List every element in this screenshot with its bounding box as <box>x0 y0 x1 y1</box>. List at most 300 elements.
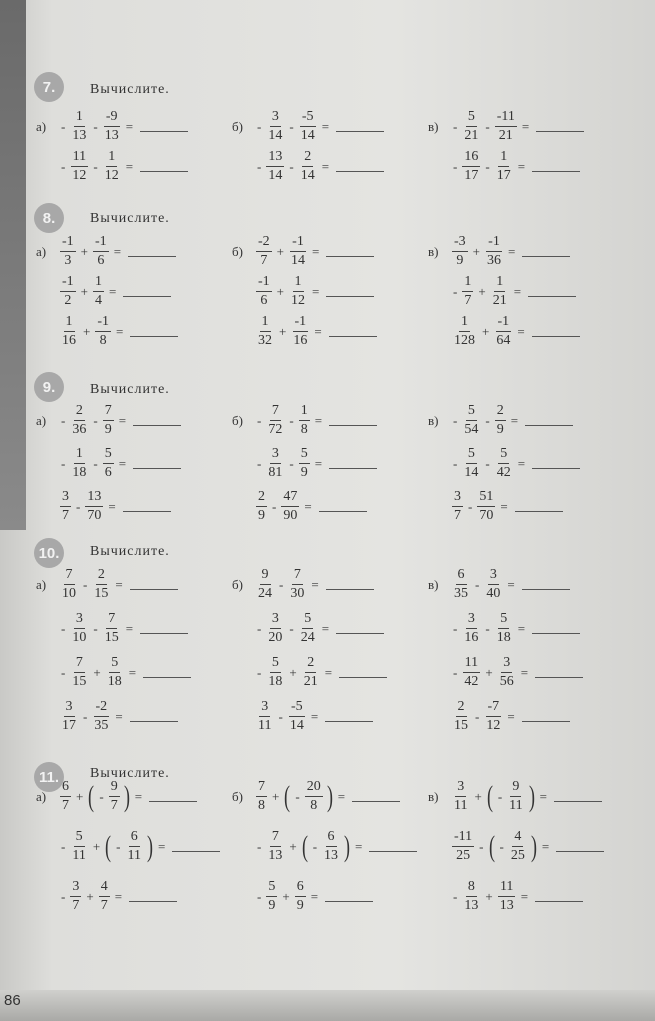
denominator: 42 <box>496 465 511 480</box>
operator: = <box>541 838 550 854</box>
minus-sign: - <box>257 118 262 134</box>
fraction <box>288 700 306 733</box>
fraction <box>70 656 88 689</box>
denominator: 9 <box>300 465 308 480</box>
expression-row <box>36 315 178 348</box>
fraction <box>495 612 513 645</box>
fraction <box>85 490 103 523</box>
exercise-number-badge: 8. <box>34 203 64 233</box>
fraction <box>256 235 272 268</box>
numerator: 3 <box>488 568 499 585</box>
answer-blank[interactable] <box>522 711 570 722</box>
operator: = <box>304 498 312 514</box>
expression-row <box>232 656 387 689</box>
operator: + <box>289 664 297 680</box>
minus-sign: - <box>99 788 104 804</box>
operator: - <box>93 620 98 636</box>
numerator: 2 <box>96 568 107 585</box>
minus-sign: - <box>453 664 458 680</box>
operator: = <box>125 118 134 134</box>
answer-blank[interactable] <box>326 286 374 297</box>
numerator: 3 <box>60 490 71 507</box>
fraction <box>93 275 104 308</box>
fraction <box>305 780 323 813</box>
operator: - <box>83 708 88 724</box>
denominator: 14 <box>268 128 283 143</box>
expression-row <box>36 490 171 523</box>
operator: = <box>114 888 123 904</box>
expression-row <box>428 490 563 523</box>
fraction <box>288 568 306 601</box>
answer-blank[interactable] <box>336 623 384 634</box>
operator: - <box>76 498 81 514</box>
denominator: 4 <box>95 293 103 308</box>
answer-blank[interactable] <box>532 161 580 172</box>
denominator: 36 <box>487 253 502 268</box>
fraction <box>256 780 267 813</box>
minus-sign: - <box>453 158 458 174</box>
numerator: 5 <box>302 612 313 629</box>
answer-blank[interactable] <box>129 891 177 902</box>
fraction <box>495 404 506 437</box>
denominator: 25 <box>510 848 525 863</box>
fraction <box>99 880 110 913</box>
denominator: 14 <box>268 168 283 183</box>
fraction <box>92 700 110 733</box>
fraction <box>484 568 502 601</box>
fraction <box>266 880 277 913</box>
answer-blank[interactable] <box>352 791 400 802</box>
fraction <box>60 275 76 308</box>
exercise-number-badge: 7. <box>34 72 64 102</box>
numerator: 2 <box>305 656 316 673</box>
denominator: 17 <box>496 168 511 183</box>
operator: - <box>93 158 98 174</box>
denominator: 2 <box>64 293 72 308</box>
answer-blank[interactable] <box>326 579 374 590</box>
fraction <box>299 150 317 183</box>
fraction <box>299 447 310 480</box>
numerator: 3 <box>452 490 463 507</box>
minus-sign: - <box>61 455 66 471</box>
numerator: 7 <box>103 404 114 421</box>
expression-row <box>428 612 580 645</box>
fraction <box>93 235 109 268</box>
answer-blank[interactable] <box>329 415 377 426</box>
numerator: -11 <box>495 110 517 127</box>
expression-row <box>428 568 570 601</box>
denominator: 9 <box>268 898 276 913</box>
left-paren: ( <box>284 779 291 813</box>
numerator: 5 <box>498 447 509 464</box>
exercise-number-badge: 10. <box>34 538 64 568</box>
answer-blank[interactable] <box>130 711 178 722</box>
operator: = <box>312 283 320 299</box>
fraction <box>95 315 111 348</box>
answer-blank[interactable] <box>532 458 580 469</box>
operator: - <box>279 576 284 592</box>
fraction <box>266 612 284 645</box>
denominator: 18 <box>268 674 283 689</box>
fraction <box>295 880 306 913</box>
operator: - <box>485 412 490 428</box>
operator: + <box>478 283 486 299</box>
denominator: 21 <box>498 128 513 143</box>
numerator: 7 <box>74 656 85 673</box>
fraction <box>70 447 88 480</box>
fraction <box>60 490 71 523</box>
operator: - <box>485 158 490 174</box>
expression-row <box>428 447 580 480</box>
numerator: -3 <box>452 235 468 252</box>
operator: = <box>517 158 526 174</box>
numerator: 1 <box>64 315 75 332</box>
numerator: 1 <box>498 150 509 167</box>
operator: + <box>276 283 285 299</box>
operator: = <box>116 323 124 339</box>
answer-blank[interactable] <box>123 286 171 297</box>
column-label: в) <box>428 788 439 804</box>
right-paren: ) <box>147 829 153 863</box>
numerator: 1 <box>494 275 505 292</box>
denominator: 11 <box>509 798 523 813</box>
expression-row <box>428 780 602 813</box>
denominator: 16 <box>293 333 308 348</box>
operator: = <box>507 708 515 724</box>
expression-row <box>232 447 377 480</box>
numerator: 5 <box>270 656 281 673</box>
numerator: -1 <box>95 315 111 332</box>
denominator: 20 <box>268 630 283 645</box>
numerator: -1 <box>496 315 512 332</box>
minus-sign: - <box>499 838 504 854</box>
denominator: 15 <box>94 586 109 601</box>
denominator: 12 <box>104 168 119 183</box>
denominator: 30 <box>290 586 305 601</box>
numerator: -1 <box>60 275 76 292</box>
answer-blank[interactable] <box>525 415 573 426</box>
operator: = <box>517 323 525 339</box>
numerator: 4 <box>512 830 523 847</box>
column-label: а) <box>36 243 47 259</box>
exercise-number-badge: 9. <box>34 372 64 402</box>
numerator: 6 <box>326 830 337 847</box>
fraction <box>126 830 143 863</box>
denominator: 13 <box>72 128 87 143</box>
left-paren: ( <box>488 829 495 863</box>
operator: + <box>485 888 493 904</box>
operator: = <box>115 708 123 724</box>
denominator: 18 <box>107 674 122 689</box>
fraction <box>299 110 317 143</box>
denominator: 21 <box>303 674 318 689</box>
column-label: б) <box>232 412 243 428</box>
operator: + <box>86 888 94 904</box>
operator: - <box>83 576 88 592</box>
expression-row <box>36 700 178 733</box>
answer-blank[interactable] <box>326 246 374 257</box>
answer-blank[interactable] <box>133 415 181 426</box>
fraction <box>266 830 284 863</box>
answer-blank[interactable] <box>149 791 197 802</box>
expression-row <box>36 275 171 308</box>
operator: = <box>311 576 319 592</box>
answer-blank[interactable] <box>369 841 417 852</box>
answer-blank[interactable] <box>528 286 576 297</box>
page-edge-strip <box>0 0 26 530</box>
expression-row <box>232 315 377 348</box>
answer-blank[interactable] <box>130 579 178 590</box>
column-label: а) <box>36 118 47 134</box>
fraction <box>495 110 517 143</box>
right-paren: ) <box>344 829 351 863</box>
answer-blank[interactable] <box>123 501 171 512</box>
denominator: 7 <box>62 508 69 523</box>
denominator: 21 <box>492 293 507 308</box>
answer-blank[interactable] <box>556 841 604 852</box>
right-paren: ) <box>528 779 535 813</box>
numerator: 6 <box>129 830 140 847</box>
operator: = <box>314 455 323 471</box>
minus-sign: - <box>257 620 262 636</box>
numerator: 1 <box>299 404 310 421</box>
expression-row <box>428 275 576 308</box>
numerator: 6 <box>60 780 71 797</box>
numerator: -5 <box>300 110 316 127</box>
operator: + <box>272 788 280 804</box>
parenthesized-term <box>485 780 537 813</box>
numerator: 7 <box>64 568 75 585</box>
answer-blank[interactable] <box>336 121 384 132</box>
numerator: 5 <box>299 447 310 464</box>
denominator: 9 <box>104 422 112 437</box>
fraction <box>462 275 473 308</box>
column-label: б) <box>232 576 243 592</box>
numerator: -1 <box>290 235 306 252</box>
denominator: 24 <box>300 630 315 645</box>
column-label: а) <box>36 576 47 592</box>
denominator: 56 <box>499 674 514 689</box>
answer-blank[interactable] <box>515 501 563 512</box>
answer-blank[interactable] <box>133 458 181 469</box>
denominator: 7 <box>62 798 69 813</box>
operator: = <box>310 888 319 904</box>
fraction <box>70 880 81 913</box>
denominator: 15 <box>104 630 119 645</box>
column-label: в) <box>428 118 439 134</box>
numerator: 5 <box>466 404 477 421</box>
right-paren: ) <box>123 779 130 813</box>
operator: - <box>289 620 294 636</box>
operator: + <box>93 664 101 680</box>
answer-blank[interactable] <box>128 246 176 257</box>
column-label: б) <box>232 788 243 804</box>
expression-row <box>428 700 570 733</box>
denominator: 24 <box>258 586 272 601</box>
denominator: 11 <box>127 848 141 863</box>
denominator: 10 <box>62 586 76 601</box>
answer-blank[interactable] <box>329 458 377 469</box>
numerator: 3 <box>270 612 281 629</box>
answer-blank[interactable] <box>535 667 583 678</box>
fraction <box>291 315 309 348</box>
parenthesized-term <box>487 830 539 863</box>
answer-blank[interactable] <box>130 326 178 337</box>
operator: = <box>118 412 127 428</box>
answer-blank[interactable] <box>140 623 188 634</box>
answer-blank[interactable] <box>554 791 602 802</box>
fraction <box>256 490 267 523</box>
operator: - <box>278 708 283 724</box>
operator: + <box>80 283 89 299</box>
column-label: б) <box>232 243 243 259</box>
operator: = <box>337 788 346 804</box>
numerator: -11 <box>452 830 474 847</box>
operator: = <box>517 455 526 471</box>
exercise-title: Вычислите. <box>90 82 170 97</box>
denominator: 17 <box>62 718 76 733</box>
answer-blank[interactable] <box>336 161 384 172</box>
answer-blank[interactable] <box>532 623 580 634</box>
operator: = <box>507 576 515 592</box>
denominator: 81 <box>268 465 283 480</box>
answer-blank[interactable] <box>172 841 220 852</box>
numerator: 5 <box>103 447 114 464</box>
denominator: 128 <box>454 333 475 348</box>
minus-sign: - <box>453 118 458 134</box>
answer-blank[interactable] <box>522 579 570 590</box>
numerator: 7 <box>270 830 281 847</box>
fraction <box>266 404 284 437</box>
minus-sign: - <box>453 888 458 904</box>
fraction <box>485 235 503 268</box>
fraction <box>256 568 274 601</box>
expression-row <box>428 880 583 913</box>
answer-blank[interactable] <box>535 891 583 902</box>
answer-blank[interactable] <box>532 326 580 337</box>
operator: + <box>472 243 481 259</box>
answer-blank[interactable] <box>339 667 387 678</box>
numerator: 1 <box>293 275 304 292</box>
operator: - <box>475 576 480 592</box>
denominator: 6 <box>97 253 105 268</box>
numerator: 3 <box>466 612 477 629</box>
fraction <box>322 830 340 863</box>
fraction <box>452 780 469 813</box>
answer-blank[interactable] <box>536 121 584 132</box>
denominator: 14 <box>464 465 479 480</box>
operator: - <box>485 620 490 636</box>
expression-row <box>36 150 188 183</box>
fraction <box>495 447 513 480</box>
numerator: 3 <box>64 700 75 717</box>
expression-row <box>36 612 188 645</box>
answer-blank[interactable] <box>140 121 188 132</box>
expression-row <box>428 656 583 689</box>
fraction <box>462 110 480 143</box>
fraction <box>494 315 512 348</box>
minus-sign: - <box>257 888 262 904</box>
numerator: 1 <box>74 110 85 127</box>
operator: = <box>128 664 137 680</box>
operator: = <box>113 243 122 259</box>
fraction <box>70 110 88 143</box>
fraction <box>462 612 480 645</box>
minus-sign: - <box>61 888 66 904</box>
operator: = <box>321 620 330 636</box>
numerator: -9 <box>104 110 120 127</box>
numerator: 5 <box>498 612 509 629</box>
numerator: 11 <box>463 656 480 673</box>
denominator: 40 <box>486 586 501 601</box>
numerator: 2 <box>256 490 267 507</box>
operator: - <box>93 412 98 428</box>
answer-blank[interactable] <box>143 667 191 678</box>
operator: = <box>134 788 143 804</box>
fraction <box>452 568 470 601</box>
column-label: в) <box>428 412 439 428</box>
denominator: 7 <box>100 898 108 913</box>
numerator: 5 <box>109 656 120 673</box>
operator: = <box>521 118 530 134</box>
fraction <box>462 880 480 913</box>
expression-row <box>428 404 573 437</box>
parenthesized-term <box>86 780 131 813</box>
operator: = <box>109 283 117 299</box>
denominator: 70 <box>479 508 494 523</box>
answer-blank[interactable] <box>140 161 188 172</box>
operator: - <box>289 158 294 174</box>
operator: = <box>500 498 508 514</box>
fraction <box>507 780 524 813</box>
expression-row <box>36 447 181 480</box>
numerator: -7 <box>486 700 502 717</box>
fraction <box>103 612 121 645</box>
denominator: 7 <box>72 898 80 913</box>
fraction <box>462 404 480 437</box>
fraction <box>256 275 272 308</box>
answer-blank[interactable] <box>522 246 570 257</box>
right-paren: ) <box>530 829 537 863</box>
denominator: 16 <box>62 333 76 348</box>
numerator: 3 <box>501 656 512 673</box>
fraction <box>103 404 114 437</box>
operator: - <box>272 498 277 514</box>
left-paren: ( <box>486 779 493 813</box>
denominator: 90 <box>283 508 298 523</box>
numerator: 3 <box>270 447 281 464</box>
numerator: 9 <box>510 780 521 797</box>
operator: = <box>324 664 333 680</box>
denominator: 35 <box>94 718 109 733</box>
numerator: 2 <box>495 404 506 421</box>
numerator: 2 <box>74 404 85 421</box>
column-label: а) <box>36 788 47 804</box>
answer-blank[interactable] <box>319 501 367 512</box>
exercise-title: Вычислите. <box>90 211 170 226</box>
fraction <box>60 235 76 268</box>
denominator: 8 <box>300 422 308 437</box>
answer-blank[interactable] <box>329 326 377 337</box>
answer-blank[interactable] <box>325 711 373 722</box>
fraction <box>266 447 284 480</box>
answer-blank[interactable] <box>325 891 373 902</box>
denominator: 13 <box>104 128 119 143</box>
denominator: 14 <box>300 168 315 183</box>
operator: - <box>475 708 480 724</box>
expression-row <box>232 612 384 645</box>
operator: = <box>517 620 526 636</box>
